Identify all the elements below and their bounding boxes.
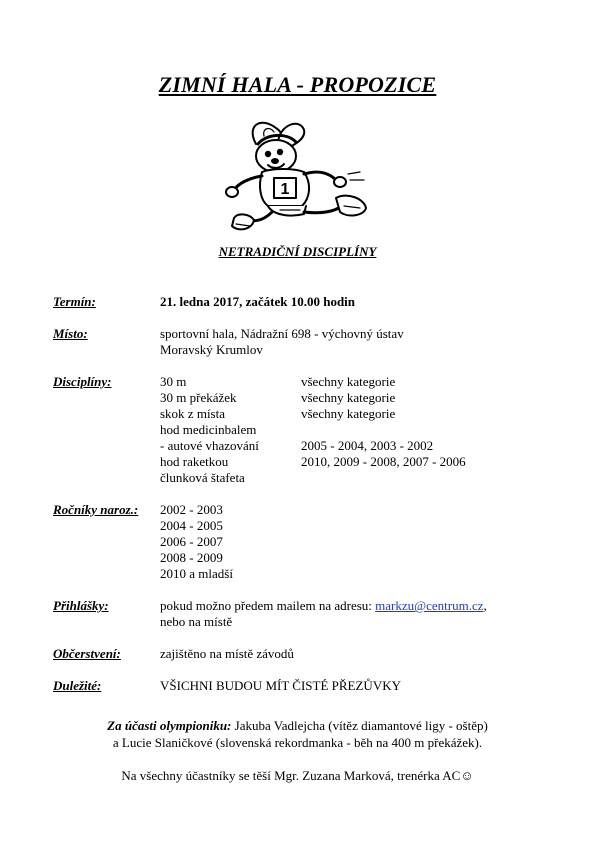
discipline-name: skok z místa: [160, 406, 225, 421]
discipline-category: všechny kategorie: [301, 374, 396, 389]
rocniky-label: Ročníky naroz.:: [53, 502, 139, 517]
termin-value: 21. ledna 2017, začátek 10.00 hodin: [160, 294, 356, 309]
rocnik-item: 2002 - 2003: [160, 502, 223, 517]
olympionici-line2: a Lucie Slaničkové (slovenská rekordmanka - běh na 400 m překážek).: [112, 735, 483, 750]
running-rabbit-mascot-icon: [224, 114, 374, 242]
prihlasky-comma: ,: [483, 598, 487, 613]
olympionici-rest: Jakuba Vadlejcha (vítěz diamantové ligy - oštěp): [231, 718, 488, 733]
discipline-name: hod medicinbalem: [160, 422, 257, 437]
misto-label: Místo:: [53, 326, 88, 341]
discipline-name: 30 m: [160, 374, 187, 389]
rocnik-item: 2006 - 2007: [160, 534, 223, 549]
page-title: ZIMNÍ HALA - PROPOZICE: [158, 72, 437, 97]
discipline-name: člunková štafeta: [160, 470, 245, 485]
discipline-category: všechny kategorie: [301, 406, 396, 421]
rocnik-item: 2008 - 2009: [160, 550, 223, 565]
discipline-name: 30 m překážek: [160, 390, 237, 405]
discipline-name: hod raketkou: [160, 454, 229, 469]
rocnik-item: 2010 a mladší: [160, 566, 233, 581]
rocnik-item: 2004 - 2005: [160, 518, 223, 533]
discipline-category: 2010, 2009 - 2008, 2007 - 2006: [301, 454, 466, 469]
misto-line: sportovní hala, Nádražní 698 - výchovný ústav: [160, 326, 404, 341]
discipline-category: 2005 - 2004, 2003 - 2002: [301, 438, 434, 453]
email-link[interactable]: markzu@centrum.cz: [375, 598, 484, 613]
prihlasky-intro: pokud možno předem mailem na adresu:: [160, 598, 376, 613]
misto-line: Moravský Krumlov: [160, 342, 263, 357]
prihlasky-label: Přihlášky:: [53, 598, 109, 613]
section-subtitle: NETRADIČNÍ DISCIPLÍNY: [218, 244, 377, 259]
discipline-category: všechny kategorie: [301, 390, 396, 405]
discipline-name: - autové vhazování: [160, 438, 259, 453]
dulezite-label: Duležité:: [53, 678, 102, 693]
termin-label: Termín:: [53, 294, 96, 309]
discipliny-label: Disciplíny:: [53, 374, 112, 389]
closing-note: Na všechny účastníky se těší Mgr. Zuzana Marková, trenérka AC☺: [121, 768, 474, 783]
prihlasky-line2: nebo na místě: [160, 614, 233, 629]
dulezite-value: VŠICHNI BUDOU MÍT ČISTÉ PŘEZŮVKY: [160, 678, 401, 693]
svg-text:1: 1: [280, 181, 290, 198]
obcerstveni-label: Občerstvení:: [53, 646, 121, 661]
olympionici-lead: Za účasti olympioniku:: [107, 718, 232, 733]
prihlasky-text: [160, 598, 487, 614]
olympionici-line1: [0, 718, 595, 734]
obcerstveni-value: zajištěno na místě závodů: [160, 646, 294, 661]
